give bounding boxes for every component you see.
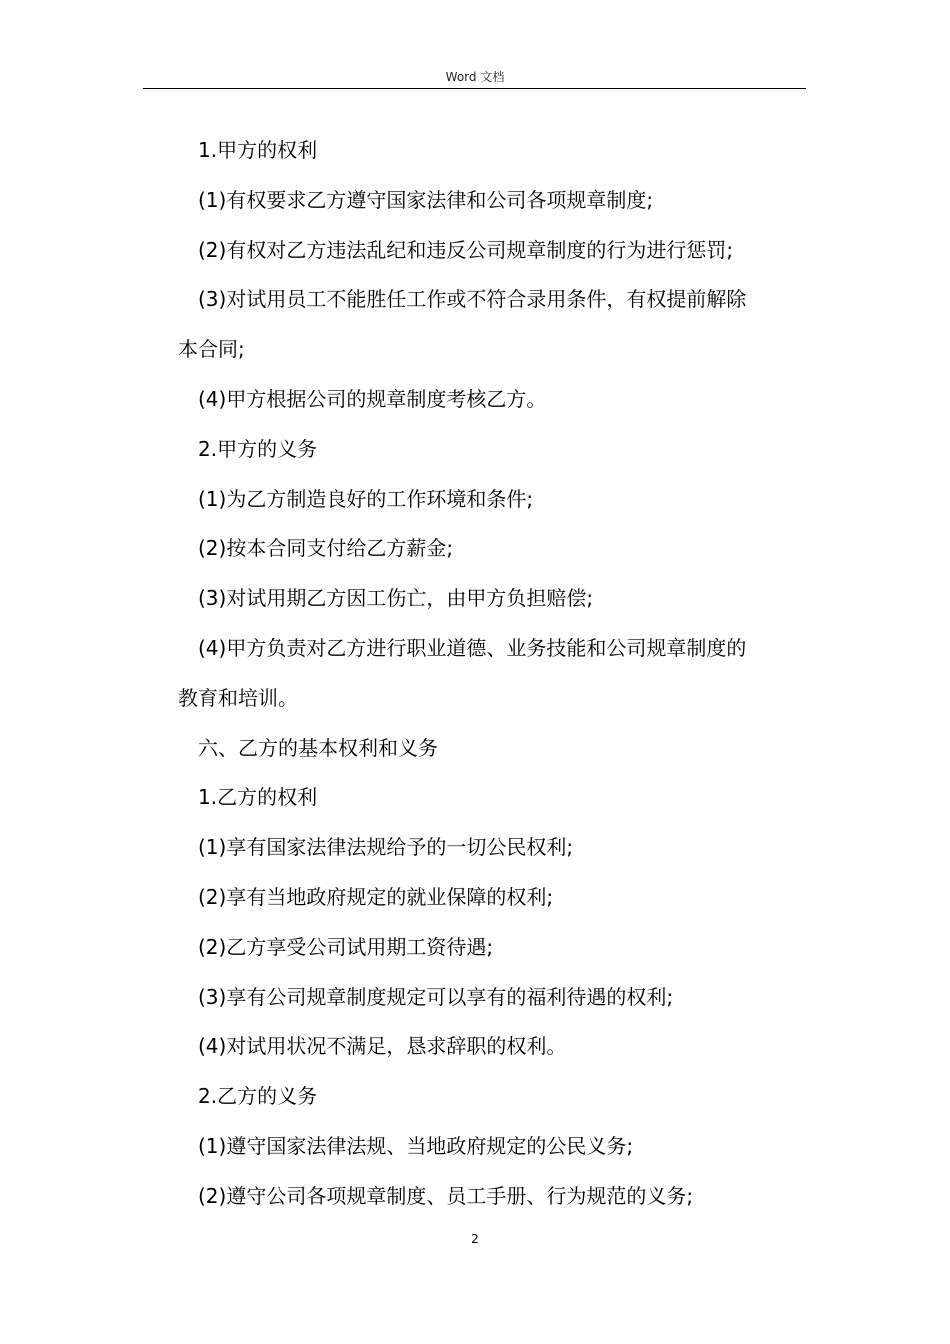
paragraph: 1.乙方的权利 (198, 785, 318, 810)
paragraph: (4)对试用状况不满足，恳求辞职的权利。 (198, 1034, 567, 1059)
page-number: 2 (471, 1232, 479, 1246)
paragraph: (2)遵守公司各项规章制度、员工手册、行为规范的义务; (198, 1183, 694, 1208)
paragraph: 1.甲方的权利 (198, 138, 318, 162)
paragraph: (3)对试用员工不能胜任工作或不符合录用条件，有权提前解除 (198, 287, 747, 312)
section-heading: 六、乙方的基本权利和义务 (198, 735, 438, 760)
paragraph: (2)有权对乙方违法乱纪和违反公司规章制度的行为进行惩罚; (198, 237, 734, 262)
paragraph: (4)甲方根据公司的规章制度考核乙方。 (198, 386, 547, 411)
paragraph: (1)遵守国家法律法规、当地政府规定的公民义务; (198, 1133, 634, 1158)
paragraph-continuation: 教育和培训。 (178, 685, 298, 710)
paragraph: 2.甲方的义务 (198, 436, 318, 461)
paragraph: (2)按本合同支付给乙方薪金; (198, 536, 454, 561)
paragraph: (4)甲方负责对乙方进行职业道德、业务技能和公司规章制度的 (198, 635, 747, 660)
paragraph: (1)为乙方制造良好的工作环境和条件; (198, 486, 534, 511)
paragraph: (2)享有当地政府规定的就业保障的权利; (198, 884, 554, 909)
paragraph: (3)享有公司规章制度规定可以享有的福利待遇的权利; (198, 984, 674, 1009)
paragraph: (1)享有国家法律法规给予的一切公民权利; (198, 835, 574, 860)
page-header: Word 文档 (445, 70, 505, 84)
paragraph: (1)有权要求乙方遵守国家法律和公司各项规章制度; (198, 187, 654, 212)
document-body (178, 126, 808, 1222)
paragraph: (2)乙方享受公司试用期工资待遇; (198, 934, 494, 959)
paragraph: 2.乙方的义务 (198, 1084, 318, 1109)
header-divider (143, 88, 806, 89)
paragraph-continuation: 本合同; (178, 337, 245, 362)
paragraph: (3)对试用期乙方因工伤亡，由甲方负担赔偿; (198, 586, 594, 611)
